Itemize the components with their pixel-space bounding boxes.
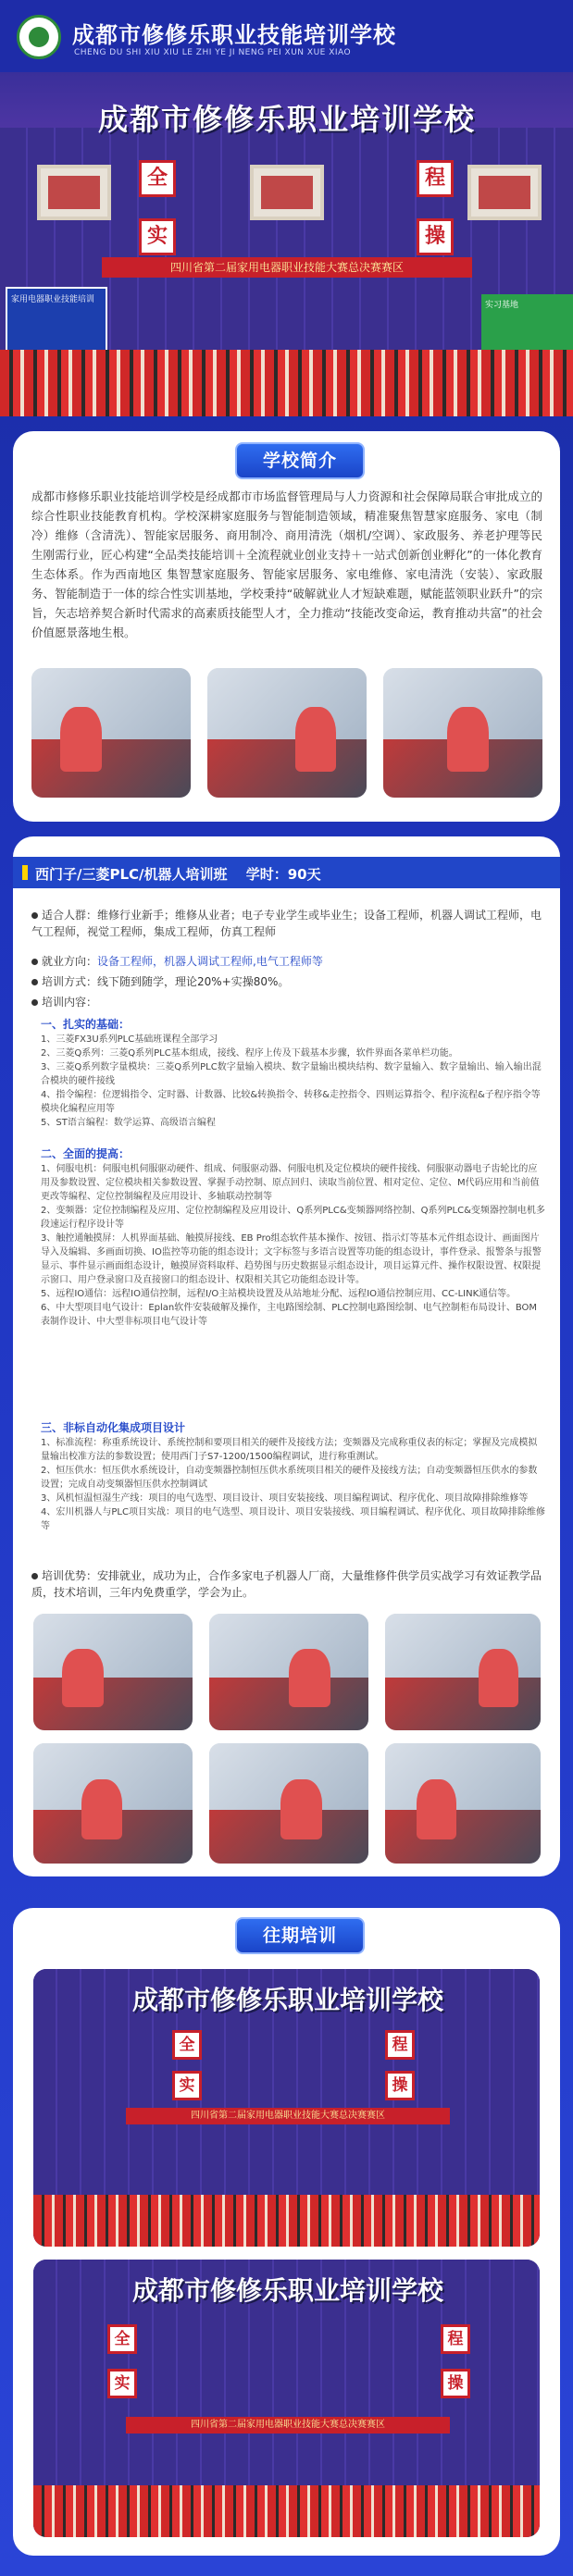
bullet-icon [31,959,38,965]
intro-photo-1 [31,668,191,798]
course-card [13,836,560,1876]
hero-photo [0,72,573,416]
course-photo-1 [33,1614,193,1730]
bullet-icon [31,1573,38,1579]
course-title: 西门子/三菱PLC/机器人培训班 学时：90天 [35,866,321,883]
hero-frame-3 [467,165,542,220]
course-jobs [31,953,546,970]
hero-box-2: 程 [417,160,454,197]
past-box-7: 实 [107,2369,137,2398]
bullet-icon [31,979,38,985]
hero-frame-2 [250,165,324,220]
intro-card [13,431,560,822]
course-method [31,973,546,990]
past-box-1: 全 [172,2030,202,2060]
section1-text: 1、三菱FX3U系列PLC基础班课程全部学习 2、三菱Q系列：三菱Q系列PLC基本组成，接线、程序上传及下载基本步骤，软件界面各菜单栏功能。 3、三菱Q系列数字量模块：三菱Q系列PLC数字量输入模块、数字量输出模块结构、数字量输入、数字量输出、输入输出混合模块的硬件接线 4、指令编程：位逻辑指令、定时器、计数器、比较&转换指令、转移&走控指令、四则运算指令、程序流程&子程序指令等模块化编程应用等 5、ST语言编程：数学运算、高级语言编程 [41,1034,542,1128]
jobs-label: 就业方向： [42,955,98,968]
intro-text: 成都市修修乐职业技能培训学校是经成都市市场监督管理局与人力资源和社会保障局联合审批成立的综合性职业技能教育机构。学校深耕家庭服务与智能制造领域，精准聚焦智慧家庭服务、家电（制冷）维修（含清洗）、智能家居服务、商用制冷、商用清洗（烟机/空调）、家政服务、养老护理等民生刚需行业，匠心构建“全品类技能培训＋全流程就业创业支持＋一站式创新创业孵化”的一体化教育生态体系。作为西南地区 集智慧家庭服务、智能家居服务、家电维修、家电清洗（安装）、家政服务、智能制造于一体的综合性实训基地，学校秉持“破解就业人才短缺难题，赋能蓝领职业跃升”的宗旨，矢志培养契合新时代需求的高素质技能型人才，全力推动“技能改变命运，教育推动共富”的社会价值愿景落地生根。 [31,489,542,639]
past-box-2: 程 [385,2030,415,2060]
header [0,0,573,72]
school-pinyin: CHENG DU SHI XIU XIU LE ZHI YE JI NENG PEI XUN XUE XIAO [74,48,352,57]
hero-box-1: 全 [139,160,176,197]
intro-photo-2 [207,668,367,798]
audience-text: 维修行业新手；维修从业者；电子专业学生或毕业生；设备工程师，机器人调试工程师，电气工程师，视觉工程师，集成工程师，仿真工程师 [31,909,542,938]
intro-tag: 学校简介 [235,442,365,479]
hero-red-banner: 四川省第二届家用电器职业技能大赛总决赛赛区 [102,257,472,278]
section3-title: 三、非标自动化集成项目设计 [41,1421,186,1434]
past-box-5: 全 [107,2324,137,2354]
audience-label: 适合人群： [42,909,98,922]
hero-box-3: 实 [139,218,176,255]
support-text: 培训优势：安排就业，成功为止，合作多家电子机器人厂商，大量维修件供学员实战学习有效证教学品质，技术培训，三年内免费重学，学会为止。 [31,1569,542,1599]
past-tag: 往期培训 [235,1917,365,1954]
course-content-label [31,994,546,1010]
course-photo-5 [209,1743,368,1864]
course-audience [31,907,546,940]
hero-frame-1 [37,165,111,220]
bullet-icon [31,999,38,1006]
past-box-8: 操 [441,2369,470,2398]
course-photo-6 [385,1743,541,1864]
course-header [13,857,560,888]
content-label: 培训内容： [42,996,98,1009]
past-photo-2-title: 成都市修修乐职业培训学校 [131,2275,443,2306]
jobs-text: 设备工程师，机器人调试工程师,电气工程师等 [97,955,323,968]
hero-side-board: 家用电器职业技能培训 [6,287,107,352]
school-title: 成都市修修乐职业技能培训学校 [72,22,396,48]
hero-crowd [0,350,573,416]
course-photo-4 [33,1743,193,1864]
past-box-4: 操 [385,2071,415,2100]
course-photo-2 [209,1614,368,1730]
hero-banner-title: 成都市修修乐职业培训学校 [97,102,476,137]
method-text: 培训方式：线下随到随学，理论20%+实操80%。 [42,975,290,988]
course-header-bar [22,865,28,880]
past-photo-1-banner: 四川省第二届家用电器职业技能大赛总决赛赛区 [126,2108,450,2124]
section2-title: 二、全面的提高： [41,1147,131,1160]
past-photo-2 [33,2260,540,2537]
past-box-6: 程 [441,2324,470,2354]
school-logo [17,15,61,59]
hero-box-4: 操 [417,218,454,255]
past-photo-1-title: 成都市修修乐职业培训学校 [131,1985,443,2015]
course-photo-3 [385,1614,541,1730]
intro-photo-3 [383,668,542,798]
section2-text: 1、伺服电机：伺服电机伺服驱动硬件、组成、伺服驱动器、伺服电机及定位模块的硬件接线、伺服驱动器电子齿轮比的应用及参数设置、定位模块相关参数设置、掌握手动控制、原点回归、读取当前位置、相对定位、定位、M代码应用和当前值更改等编程、定位控制编程及应用设计、多轴联动控制等 2、变频器：定位控制编程及应用、定位控制编程及应用设计、Q系列PLC&变频器网络控制、Q系列PLC&变频器控制电机多段速运行程序设计等 3、触控通触摸屏：人机界面基础、触摸屏接线、EB Pro组态软件基本操作、按钮、指示灯等基本元件组态设计、画面图片导入及编辑、多画面切换、IO监控等功能的组态设计；文字标签与多语言设置等功能的组态设计，事件登录、报警条与报警显示、事件显示画面组态设计，触摸屏资料取样、趋势图与历史数据显示组态设计，项目运算元件、操作权限设置、权限提示窗口、用户登录窗口及直接窗口的组态设计、权限相关其它功能组态设计等。 5、远程IO通信：远程IO通信控制，远程I/O主站模块设置及从站地址分配、远程IO通信控制应用、CC-LINK通信等。 6、中大型项目电气设计：Eplan软件安装破解及操作，主电路图绘制、PLC控制电路图绘制、电气控制柜布局设计、BOM表制作设计、中大型非标项目电气设计等 [41,1164,545,1327]
section1-title: 一、扎实的基础： [41,1018,131,1031]
past-photo-1 [33,1969,540,2247]
course-support [31,1567,546,1601]
past-photo-2-banner: 四川省第二届家用电器职业技能大赛总决赛赛区 [126,2417,450,2434]
hero-tent: 实习基地 [481,294,573,359]
section3-text: 1、标准流程：称重系统设计、系统控制和要项目相关的硬件及接线方法；变频器及完成称重仪表的标定；掌握及完成模拟量输出校准方法的参数设置；使用西门子S7-1200/1500编程调试，进行称重测试。 2、恒压供水：恒压供水系统设计，自动变频器控制恒压供水系统项目相关的硬件及接线方法；自动变频器恒压供水的参数设置；完成自动变频器恒压供水控制调试 3、风机恒温恒湿生产线：项目的电气选型、项目设计、项目安装接线、项目编程调试、程序优化、项目故障排除维修等 4、宏川机器人与PLC项目实战：项目的电气选型、项目设计、项目安装接线、项目编程调试、程序优化、项目故障排除维修等 [41,1438,545,1531]
past-box-3: 实 [172,2071,202,2100]
bullet-icon [31,912,38,919]
past-card [13,1908,560,2556]
